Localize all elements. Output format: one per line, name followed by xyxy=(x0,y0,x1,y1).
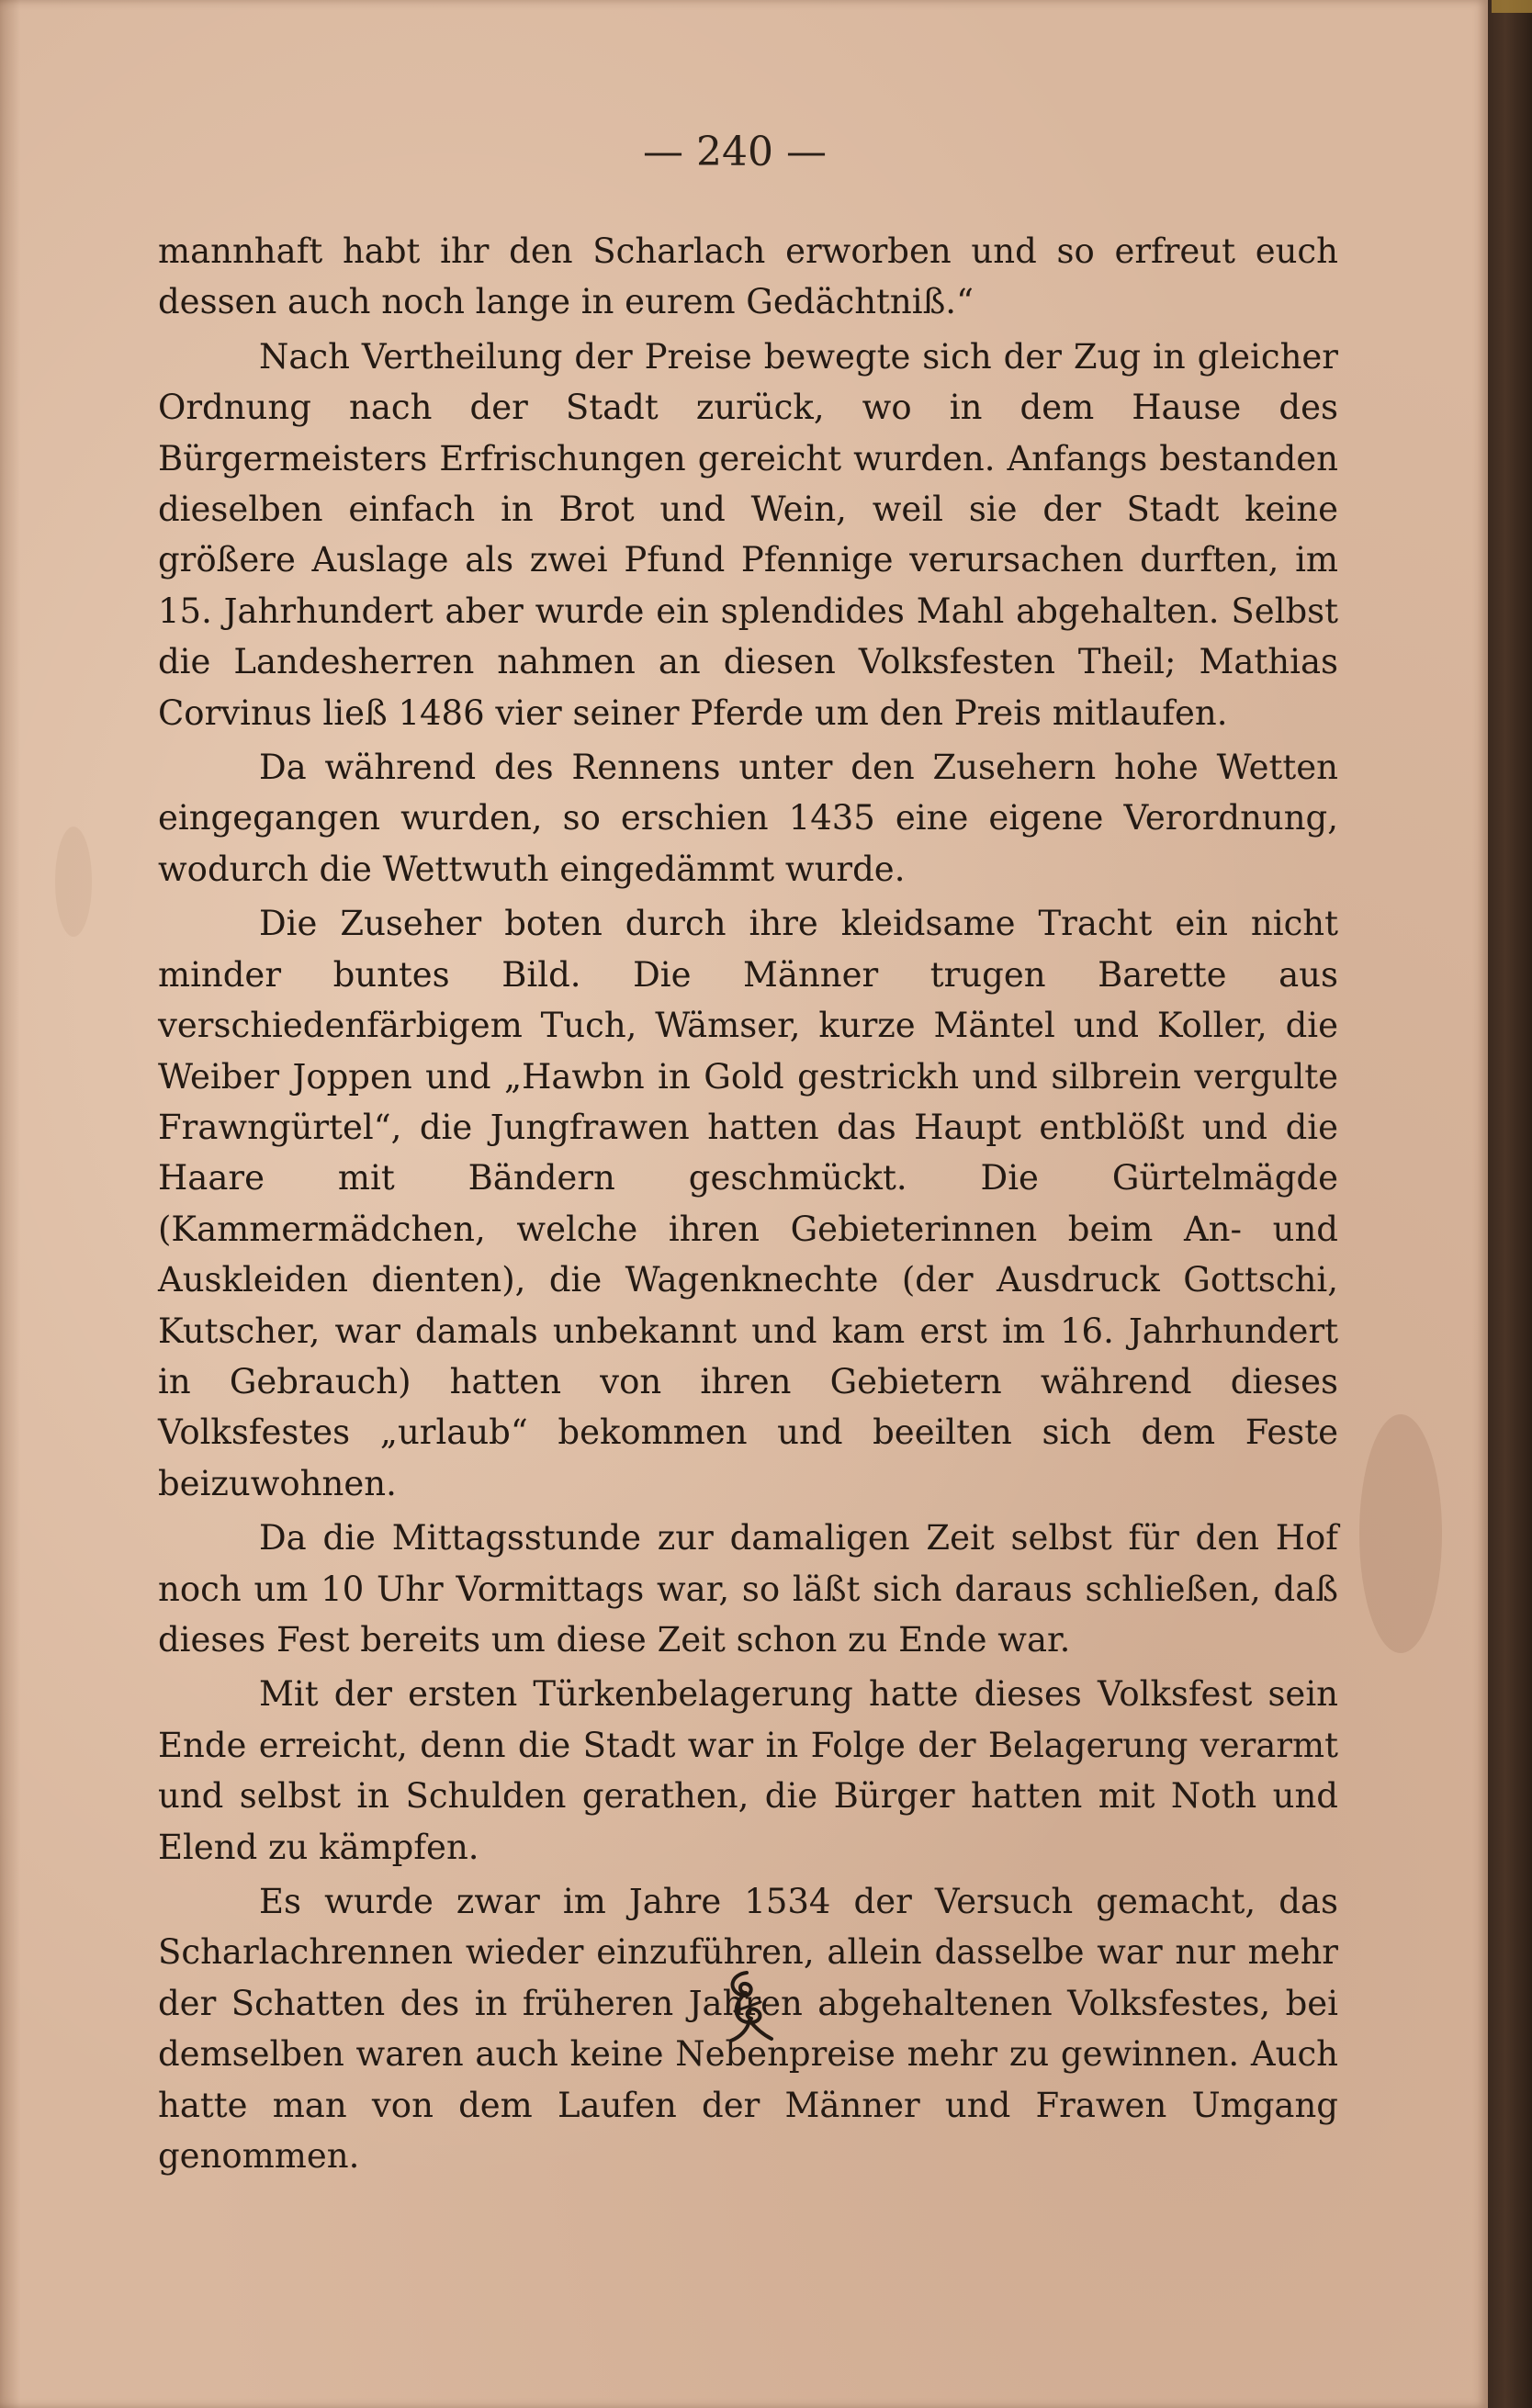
book-binding xyxy=(1488,0,1532,2408)
body-text xyxy=(158,226,1338,2185)
page-number: — 240 — xyxy=(643,129,827,175)
paragraph: Nach Vertheilung der Preise bewegte sich der Zug in gleicher Ordnung nach der Stadt zurück, wo in dem Hause des Bürgermeisters Erfrischungen gereicht wurden. Anfangs bestanden dieselben einfach in Brot und Wein, weil sie der Stadt keine größere Auslage als zwei Pfund Pfennige verursachen durften, im 15. Jahrhundert aber wurde ein splendides Mahl abgehalten. Selbst die Landesherren nahmen an diesen Volksfesten Theil; Mathias Corvinus ließ 1486 vier seiner Pferde um den Preis mitlaufen. xyxy=(158,336,1338,733)
paragraph: Da die Mittagsstunde zur damaligen Zeit selbst für den Hof noch um 10 Uhr Vormittags war, so läßt sich daraus schließen, daß dieses Fest bereits um diese Zeit schon zu Ende war. xyxy=(158,1518,1338,1660)
paragraph: Es wurde zwar im Jahre 1534 der Versuch gemacht, das Scharlachrennen wieder einzuführen, allein dasselbe war nur mehr der Schatten des in früheren Jahren abgehaltenen Volksfestes, bei demselben waren auch keine Nebenpreise mehr zu gewinnen. Auch hatte man von dem Laufen der Männer und Frawen Umgang genommen. xyxy=(158,1882,1338,2177)
paragraph: Da während des Rennens unter den Zusehern hohe Wetten eingegangen wurden, so erschien 1435 eine eigene Verordnung, wodurch die Wettwuth eingedämmt wurde. xyxy=(158,748,1338,889)
paragraph: mannhaft habt ihr den Scharlach erworben und so erfreut euch dessen auch noch lange in eurem Gedächtniß.“ xyxy=(158,231,1338,322)
paragraph: Mit der ersten Türkenbelagerung hatte dieses Volksfest sein Ende erreicht, denn die Stadt war in Folge der Belagerung verarmt und selbst in Schulden gerathen, die Bürger hatten mit Noth und Elend zu kämpfen. xyxy=(158,1674,1338,1867)
gilt-edge xyxy=(1492,0,1532,13)
fleuron-icon xyxy=(715,1965,779,2048)
paper-stain xyxy=(55,827,92,937)
paper-stain xyxy=(1359,1414,1442,1653)
paragraph: Die Zuseher boten durch ihre kleidsame Tracht ein nicht minder buntes Bild. Die Männer trugen Barette aus verschiedenfärbigem Tuch, Wämser, kurze Mäntel und Koller, die Weiber Joppen und „Hawbn in Gold gestrickh und silbrein vergulte Frawngürtel“, die Jungfrawen hatten das Haupt entblößt und die Haare mit Bändern geschmückt. Die Gürtelmägde (Kammermädchen, welche ihren Gebieterinnen beim An- und Auskleiden dienten), die Wagenknechte (der Ausdruck Gottschi, Kutscher, war damals unbekannt und kam erst im 16. Jahrhundert in Gebrauch) hatten von ihren Gebietern während dieses Volksfestes „urlaub“ bekommen und beeilten sich dem Feste beizuwohnen. xyxy=(158,904,1338,1503)
